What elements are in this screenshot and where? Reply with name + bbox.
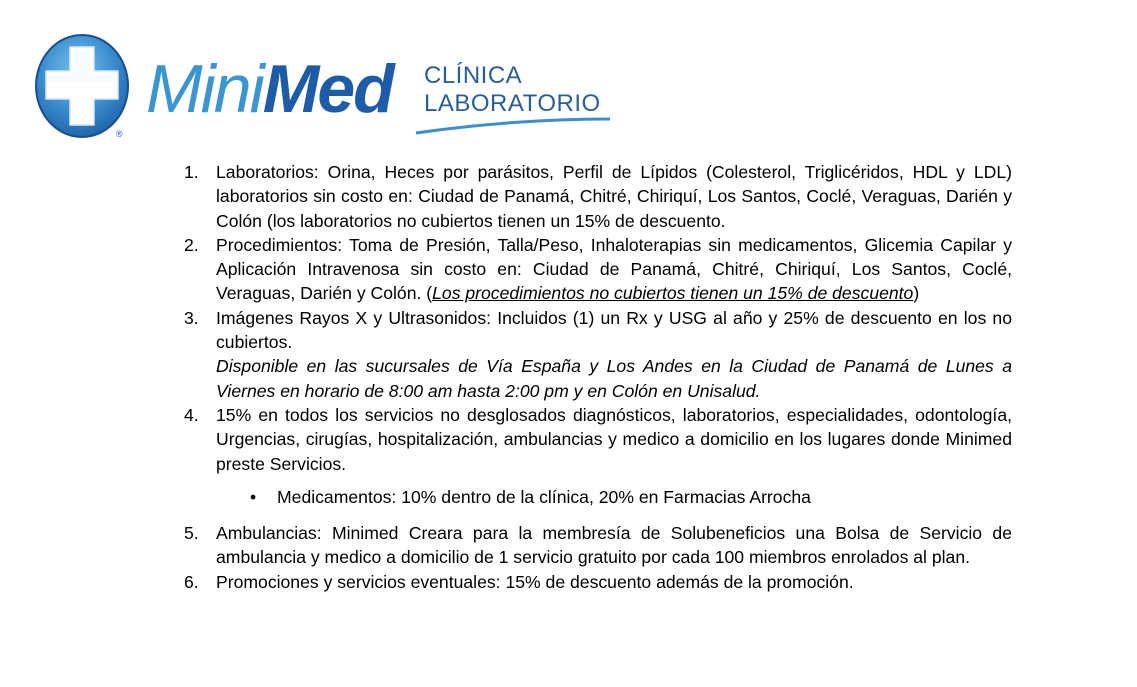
item-text: Imágenes Rayos X y Ultrasonidos: Incluidos (1) un Rx y USG al año y 25% de descuento en los no cubiertos. xyxy=(216,307,1012,353)
item-number: 5. xyxy=(184,523,199,544)
item-number: 6. xyxy=(184,571,199,592)
brand-subtitle-clinica: CLÍNICA xyxy=(424,62,523,89)
item-note: Disponible en las sucursales de Vía España y Los Andes en la Ciudad de Panamá de Lunes a Viernes en horario de 8:00 am hasta 2:00 pm y en Colón en Unisalud. xyxy=(216,356,1012,401)
sub-list-item xyxy=(184,485,1012,509)
item-number: 1. xyxy=(184,162,199,182)
item-note: Los procedimientos no cubiertos tienen un 15% de descuento xyxy=(432,283,914,304)
logo-swoosh xyxy=(414,115,614,137)
benefits-list-container xyxy=(184,160,1012,594)
brand-med-text: Med xyxy=(262,51,393,127)
item-close: ) xyxy=(913,283,920,304)
list-item xyxy=(184,521,1012,570)
list-item xyxy=(184,570,1012,594)
bullet-icon: • xyxy=(250,486,257,507)
sub-item-text: Medicamentos: 10% dentro de la clínica, 20% en Farmacias Arrocha xyxy=(277,486,811,507)
minimed-logo xyxy=(34,33,634,143)
list-item xyxy=(184,160,1012,233)
brand-mini-text: Mini xyxy=(146,51,263,127)
brand-subtitle-laboratorio: LABORATORIO xyxy=(424,90,601,117)
sub-list xyxy=(184,485,1012,509)
brand-name xyxy=(146,51,393,127)
item-text: 15% en todos los servicios no desglosados diagnósticos, laboratorios, especialidades, odontología, Urgencias, cirugías, hospitalización, ambulancias y medico a domicilio en los lugares donde Minimed preste Servicios. xyxy=(216,404,1012,474)
benefits-list-continued xyxy=(184,521,1012,594)
item-text: Promociones y servicios eventuales: 15% de descuento además de la promoción. xyxy=(216,571,854,592)
item-number: 3. xyxy=(184,307,199,328)
benefits-list xyxy=(184,160,1012,476)
list-item xyxy=(184,403,1012,476)
list-item xyxy=(184,233,1012,306)
item-text: Laboratorios: Orina, Heces por parásitos, Perfil de Lípidos (Colesterol, Triglicéridos, HDL y LDL) laboratorios sin costo en: Ciudad de Panamá, Chitré, Chiriquí, Los Santos, Coclé, Veraguas, Darién y Colón (los laboratorios no cubiertos tienen un 15% de descuento. xyxy=(216,162,1012,231)
item-text: Procedimientos: Toma de Presión, Talla/Peso, Inhaloterapias sin medicamentos, Glicemia Capilar y Aplicación Intravenosa sin costo en: Ciudad de Panamá, Chitré, Chiriquí, Los Santos, Coclé, Veraguas, Darién y Colón. ( xyxy=(216,234,1012,304)
item-number: 4. xyxy=(184,404,199,425)
list-item xyxy=(184,306,1012,403)
item-number: 2. xyxy=(184,234,199,255)
item-text: Ambulancias: Minimed Creara para la membresía de Solubeneficios una Bolsa de Servicio de ambulancia y medico a domicilio de 1 servicio gratuito por cada 100 miembros enrolados al plan. xyxy=(216,523,1012,568)
medical-cross-icon xyxy=(34,33,130,139)
registered-mark: ® xyxy=(116,129,123,139)
